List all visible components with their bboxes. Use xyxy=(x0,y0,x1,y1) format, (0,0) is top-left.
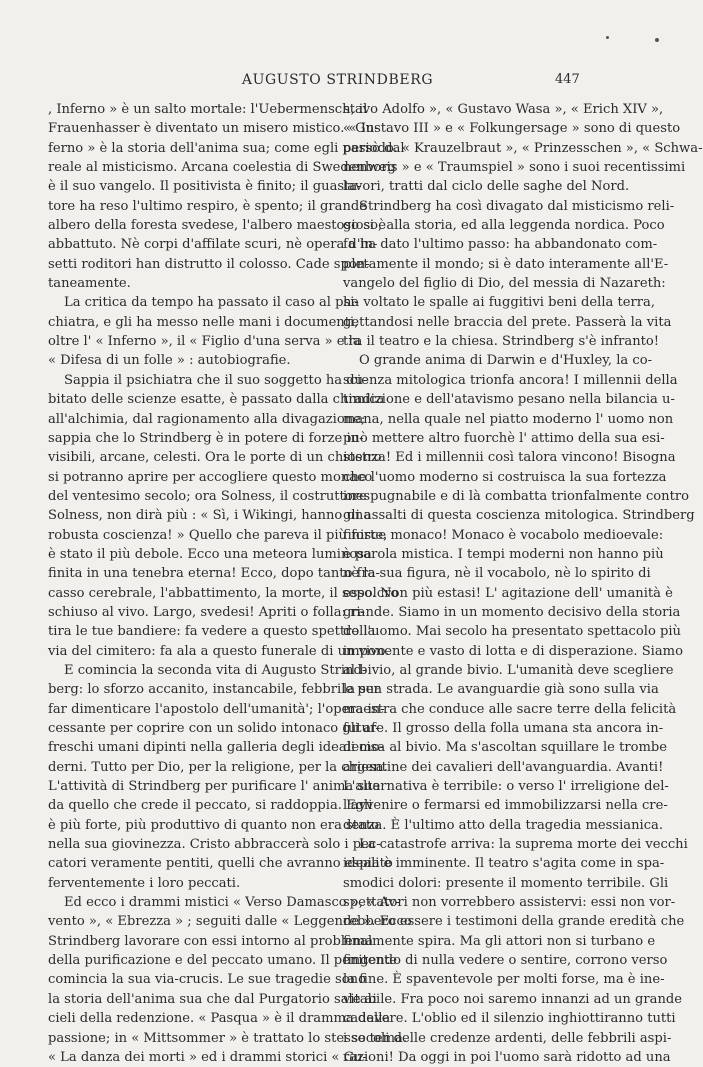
text-line: visibili, arcane, celesti. Ora le porte di un chiostro xyxy=(48,450,382,466)
text-line: La catastrofe arriva: la suprema morte dei vecchi xyxy=(359,837,688,853)
text-line: chiatra, e gli ha messo nelle mani i documenti, xyxy=(48,314,359,330)
text-line: spettatori non vorrebbero assistervi: essi non vor- xyxy=(343,895,676,911)
text-line: catori veramente pentiti, quelli che avranno espiato xyxy=(48,856,393,872)
text-line: Strindberg ha così divagato dal misticismo reli- xyxy=(359,198,675,214)
text-line: l'avvenire o fermarsi ed immobilizzarsi nella cre- xyxy=(343,798,668,814)
text-line: smodici dolori: presente il momento terribile. Gli xyxy=(343,875,669,891)
text-line: ha voltato le spalle ai fuggitivi beni della terra, xyxy=(343,295,656,311)
text-line: grande. Siamo in un momento decisivo della storia xyxy=(343,604,681,620)
text-line: schiuso al vivo. Largo, svedesi! Apriti o folla: ri- xyxy=(48,604,365,620)
text-line: albero della foresta svedese, l'albero maestoso si è xyxy=(48,218,387,234)
text-line: la storia dell'anima sua che dal Purgatorio sale ai xyxy=(48,991,377,1007)
text-line: dell'uomo. Mai secolo ha presentato spettacolo più xyxy=(343,624,681,640)
text-line: gli assalti di questa coscienza mitologica. Strindberg xyxy=(343,508,695,524)
text-line: casso cerebrale, l'abbattimento, la morte, il sepolcro xyxy=(48,585,399,601)
text-line: che l'uomo moderno si costruisca la sua fortezza xyxy=(343,469,667,485)
text-line: La critica da tempo ha passato il caso al psi- xyxy=(64,295,359,311)
text-line: tira le tue bandiere: fa vedere a questo spettro la xyxy=(48,624,376,640)
text-line: cessante per coprire con un solido intonaco gli af- xyxy=(48,721,380,736)
text-line: gettandosi nelle braccia del prete. Passerà la vita xyxy=(343,314,672,330)
text-line: oltre l' « Inferno », il « Figlio d'una serva » e la xyxy=(48,334,361,350)
text-line: esso. Non più estasi! L' agitazione dell' umanità è xyxy=(343,585,673,601)
left-text-column xyxy=(48,100,412,1067)
text-line: finita in una tenebra eterna! Ecco, dopo tanto fra- xyxy=(48,566,380,582)
text-line: taneamente. xyxy=(48,276,131,292)
text-line: setti roditori han distrutto il colosso. Cade spon- xyxy=(48,256,370,272)
text-line: imponente e vasto di lotta e di disperazione. Siamo xyxy=(343,643,683,659)
text-line: L'alternativa è terribile: o verso l' irreligione del- xyxy=(343,779,669,795)
text-line: abbattuto. Nè corpi d'affilate scuri, nè opera d'in- xyxy=(48,237,378,253)
text-line: all'alchimia, dal ragionamento alla divagazione; xyxy=(48,411,366,427)
text-line: comincia la sua via-crucis. Le sue tragedie sono xyxy=(48,972,366,988)
text-line: maestra che conduce alle sacre terre della felicità xyxy=(343,701,677,717)
text-line: sappia che lo Strindberg è in potere di forze in- xyxy=(48,430,364,446)
text-line: Ed ecco i drammi mistici « Verso Damasco », « Av- xyxy=(64,895,401,911)
text-line: Sappia il psichiatra che il suo soggetto ha du- xyxy=(64,372,368,388)
text-line: della purificazione e del peccato umano. Il penitente xyxy=(48,953,398,969)
text-line: tore ha reso l'ultimo respiro, è spento; il grande xyxy=(48,198,368,214)
text-line: derni. Tutto per Dio, per la religione, per la chiesa. xyxy=(48,759,388,775)
text-line: razioni! Da oggi in poi l'uomo sarà ridotto ad una xyxy=(343,1049,671,1065)
text-line: ideali è imminente. Il teatro s'agita come in spa- xyxy=(343,856,665,872)
text-line: è più forte, più produttivo di quanto non era stato xyxy=(48,817,379,833)
text-line: gioso, alla storia, ed alla leggenda nordica. Poco xyxy=(343,218,665,234)
text-line: mana, nella quale nel piatto moderno l' uomo non xyxy=(343,411,674,427)
text-line: via del cimitero: fa ala a questo funerale di un vivo. xyxy=(48,643,390,659)
text-line: , Inferno » è un salto mortale: l'Uebermensch, il xyxy=(48,102,368,117)
text-line: è stato il più debole. Ecco una meteora luminosa xyxy=(48,546,372,562)
text-line: stenza! Ed i millennii così talora vincono! Bisogna xyxy=(343,450,676,466)
text-line: argentine dei cavalieri dell'avanguardia. Avanti! xyxy=(343,759,664,775)
text-line: periodo. « Krauzelbraut », « Prinzesschen », « Schwa- xyxy=(343,140,703,156)
print-speck xyxy=(655,38,659,42)
text-line: finalmente spira. Ma gli attori non si turbano e xyxy=(343,933,656,949)
text-line: vangelo del figlio di Dio, del messia di Nazareth: xyxy=(343,276,666,292)
text-line: è il suo vangelo. Il positivista è finito; il guasta- xyxy=(48,179,362,195)
text-line: ferno » è la storia dell'anima sua; come egli passò dal xyxy=(48,140,405,156)
text-line: L'attività di Strindberg per purificare l' anima sua xyxy=(48,779,381,795)
running-header-title: AUGUSTO STRINDBERG xyxy=(241,72,434,88)
text-line: inespugnabile e di là combatta trionfalmente contro xyxy=(343,488,689,504)
text-line: finisce monaco! Monaco è vocabolo medioevale: xyxy=(343,527,664,543)
text-line: tradizione e dell'atavismo pesano nella bilancia u- xyxy=(343,392,675,408)
text-line: fa ha dato l'ultimo passo: ha abbandonato com- xyxy=(343,237,658,253)
text-line: da quello che crede il peccato, si raddoppia. Egli xyxy=(48,798,373,814)
text-line: del ventesimo secolo; ora Solness, il costruttore xyxy=(48,488,367,504)
text-line: far dimenticare l'apostolo dell'umanità'; l'opera in- xyxy=(48,701,385,717)
text-line: i secoli delle credenze ardenti, delle febbrili aspi- xyxy=(343,1030,672,1046)
page-number: 447 xyxy=(555,72,580,87)
text-line: robusta coscienza! » Quello che pareva il più forte, xyxy=(48,527,388,543)
text-line: O grande anima di Darwin e d'Huxley, la co- xyxy=(359,353,653,369)
text-line: vento », « Ebrezza » ; seguiti dalle « Leggende ». Ecco xyxy=(48,914,412,930)
text-line: nenweis » e « Traumspiel » sono i suoi recentissimi xyxy=(343,160,686,176)
text-line: nella sua giovinezza. Cristo abbraccerà solo i pec- xyxy=(48,837,381,853)
text-line: pletamente il mondo; si è dato interamente all'E- xyxy=(343,256,669,272)
text-line: berg: lo sforzo accanito, instancabile, febbrile per xyxy=(48,682,380,698)
text-line: Frauenhasser è diventato un misero mistico. « In- xyxy=(48,121,379,137)
text-line: lavori, tratti dal ciclo delle saghe del Nord. xyxy=(343,179,630,195)
text-line: ferventemente i loro peccati. xyxy=(48,875,241,891)
text-line: cieli della redenzione. « Pasqua » è il dramma della xyxy=(48,1011,391,1027)
text-line: « Difesa di un folle » : autobiografie. xyxy=(48,353,291,369)
text-line: si potranno aprire per accogliere questo monaco xyxy=(48,469,373,485)
text-line: è parola mistica. I tempi moderni non hanno più xyxy=(343,546,664,562)
text-line: Strindberg lavorare con essi intorno al problema xyxy=(48,933,374,949)
text-line: rebbero essere i testimoni della grande eredità che xyxy=(343,914,685,930)
text-line: future. Il grosso della folla umana sta ancora in- xyxy=(343,721,664,736)
text-line: decisa al bivio. Ma s'ascoltan squillare le trombe xyxy=(343,740,668,756)
text-line: tra il teatro e la chiesa. Strindberg s'è infranto! xyxy=(343,334,660,350)
text-line: può mettere altro fuorchè l' attimo della sua esi- xyxy=(343,430,665,446)
text-line: freschi umani dipinti nella galleria degli ideali mo- xyxy=(48,740,385,756)
print-speck xyxy=(606,36,609,39)
text-line: passione; in « Mittsommer » è trattato lo stesso tema. xyxy=(48,1030,408,1046)
text-line: denza. È l'ultimo atto della tragedia messianica. xyxy=(343,817,663,833)
text-line: E comincia la seconda vita di Augusto Strind- xyxy=(64,662,367,678)
text-line: fingendo di nulla vedere o sentire, corrono verso xyxy=(343,953,668,969)
text-line: la sua strada. Le avanguardie già sono sulla via xyxy=(343,682,659,698)
text-line: stavo Adolfo », « Gustavo Wasa », « Erich XIV », xyxy=(343,102,664,117)
text-line: nè la sua figura, nè il vocabolo, nè lo spirito di xyxy=(343,566,651,582)
text-line: scienza mitologica trionfa ancora! I millennii della xyxy=(343,372,678,388)
text-line: al bivio, al grande bivio. L'umanità deve scegliere xyxy=(343,662,674,678)
right-text-column xyxy=(343,100,703,1067)
text-line: reale al misticismo. Arcana coelestia di Swedenborg xyxy=(48,160,396,176)
text-line: « Gustavo III » e « Folkungersage » sono di questo xyxy=(343,121,681,137)
text-line: Solness, non dirà più : « Sì, i Wikingi, hanno una xyxy=(48,508,372,524)
text-line: « La danza dei morti » ed i drammi storici « Gu- xyxy=(48,1049,367,1065)
text-line: bitato delle scienze esatte, è passato dalla chimica xyxy=(48,392,385,408)
text-line: vitabile. Fra poco noi saremo innanzi ad un grande xyxy=(343,991,683,1007)
text-line: la fine. È spaventevole per molti forse, ma è ine- xyxy=(343,972,665,988)
text-line: cadavere. L'oblio ed il silenzio inghiottiranno tutti xyxy=(343,1011,676,1027)
